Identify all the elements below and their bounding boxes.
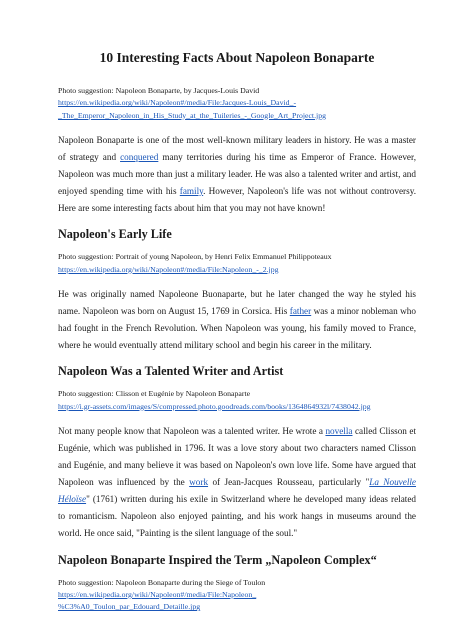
section-heading-napoleon-complex: Napoleon Bonaparte Inspired the Term „Napoleon Complex“ — [58, 552, 377, 567]
photo-suggestion-napoleon-complex — [58, 577, 416, 614]
document-title: 10 Interesting Facts About Napoleon Bonaparte — [99, 50, 375, 65]
text-run: " (1761) written during his exile in Switzerland where he developed many ideas related to romanticism. Napoleon also enjoyed painting, and his work hangs in museums around the world. He once said, "Painting is the silent language of the soul." — [58, 494, 416, 539]
photo-link[interactable]: https://en.wikipedia.org/wiki/Napoleon#/media/File:Napoleon_-_2.jpg — [58, 264, 279, 274]
photo-suggestion-early-life — [58, 251, 416, 276]
writer-artist-paragraph — [58, 423, 416, 543]
text-run: of Jean-Jacques Rousseau, particularly " — [208, 477, 370, 488]
section-heading-writer-artist: Napoleon Was a Talented Writer and Artist — [58, 364, 284, 379]
photo-link-continued[interactable]: _The_Emperor_Napoleon_in_His_Study_at_the_Tuileries_-_Google_Art_Project.jpg — [58, 110, 327, 120]
link-family[interactable]: family — [179, 186, 204, 197]
photo-link-continued[interactable]: %C3%A0_Toulon_par_Edouard_Detaille.jpg — [58, 602, 201, 612]
link-conquered[interactable]: conquered — [120, 151, 159, 162]
photo-suggestion-intro — [58, 85, 416, 122]
photo-caption: Photo suggestion: Napoleon Bonaparte during the Siege of Toulon — [58, 577, 266, 587]
link-father[interactable]: father — [289, 306, 312, 317]
text-run: Not many people know that Napoleon was a talented writer. He wrote a — [58, 425, 326, 436]
link-la-nouvelle-heloise[interactable]: La Nouvelle Héloïse — [58, 477, 417, 505]
text-run: called Clisson et Eugénie, which was published in 1796. It was a love story about two characters named Clisson and Eugénie, and many believe it was based on Napoleon's own love life. Some have argued that Napoleon was influenced by the — [58, 425, 416, 488]
link-novella[interactable]: novella — [325, 425, 353, 436]
text-run: . However, Napoleon's life was not without controversy. Here are some interesting facts about him that you may not have known! — [58, 186, 416, 214]
early-life-paragraph — [58, 286, 416, 354]
photo-suggestion-writer-artist — [58, 388, 416, 413]
text-run: was a minor nobleman who had fought in the French Revolution. When Napoleon was young, his family moved to France, where he would eventually attend military school and begin his career in the military. — [58, 306, 416, 351]
photo-caption: Photo suggestion: Portrait of young Napoleon, by Henri Felix Emmanuel Philippoteaux — [58, 252, 332, 262]
text-run: many territories during his time as Emperor of France. However, Napoleon was much more than just a military leader. He was also a talented writer and artist, and enjoyed spending time with his — [58, 151, 416, 197]
section-heading-early-life: Napoleon's Early Life — [58, 227, 172, 242]
photo-caption: Photo suggestion: Clisson et Eugénie by Napoleon Bonaparte — [58, 389, 251, 399]
photo-link[interactable]: https://en.wikipedia.org/wiki/Napoleon#/media/File:Jacques-Louis_David_- — [58, 98, 297, 108]
text-run: Napoleon Bonaparte is one of the most well-known military leaders in history. He was a master of strategy and — [58, 134, 416, 162]
photo-caption: Photo suggestion: Napoleon Bonaparte, by Jacques-Louis David — [58, 86, 260, 95]
text-run: He was originally named Napoleone Buonaparte, but he later changed the way he styled his name. Napoleon was born on August 15, 1769 in Corsica. His — [58, 288, 416, 317]
intro-paragraph — [58, 132, 416, 217]
link-work[interactable]: work — [189, 477, 209, 488]
photo-link[interactable]: https://i.gr-assets.com/images/S/compressed.photo.goodreads.com/books/1364864932l/7438042.jpg — [58, 401, 371, 411]
photo-link[interactable]: https://en.wikipedia.org/wiki/Napoleon#/media/File:Napoleon_ — [58, 589, 257, 599]
